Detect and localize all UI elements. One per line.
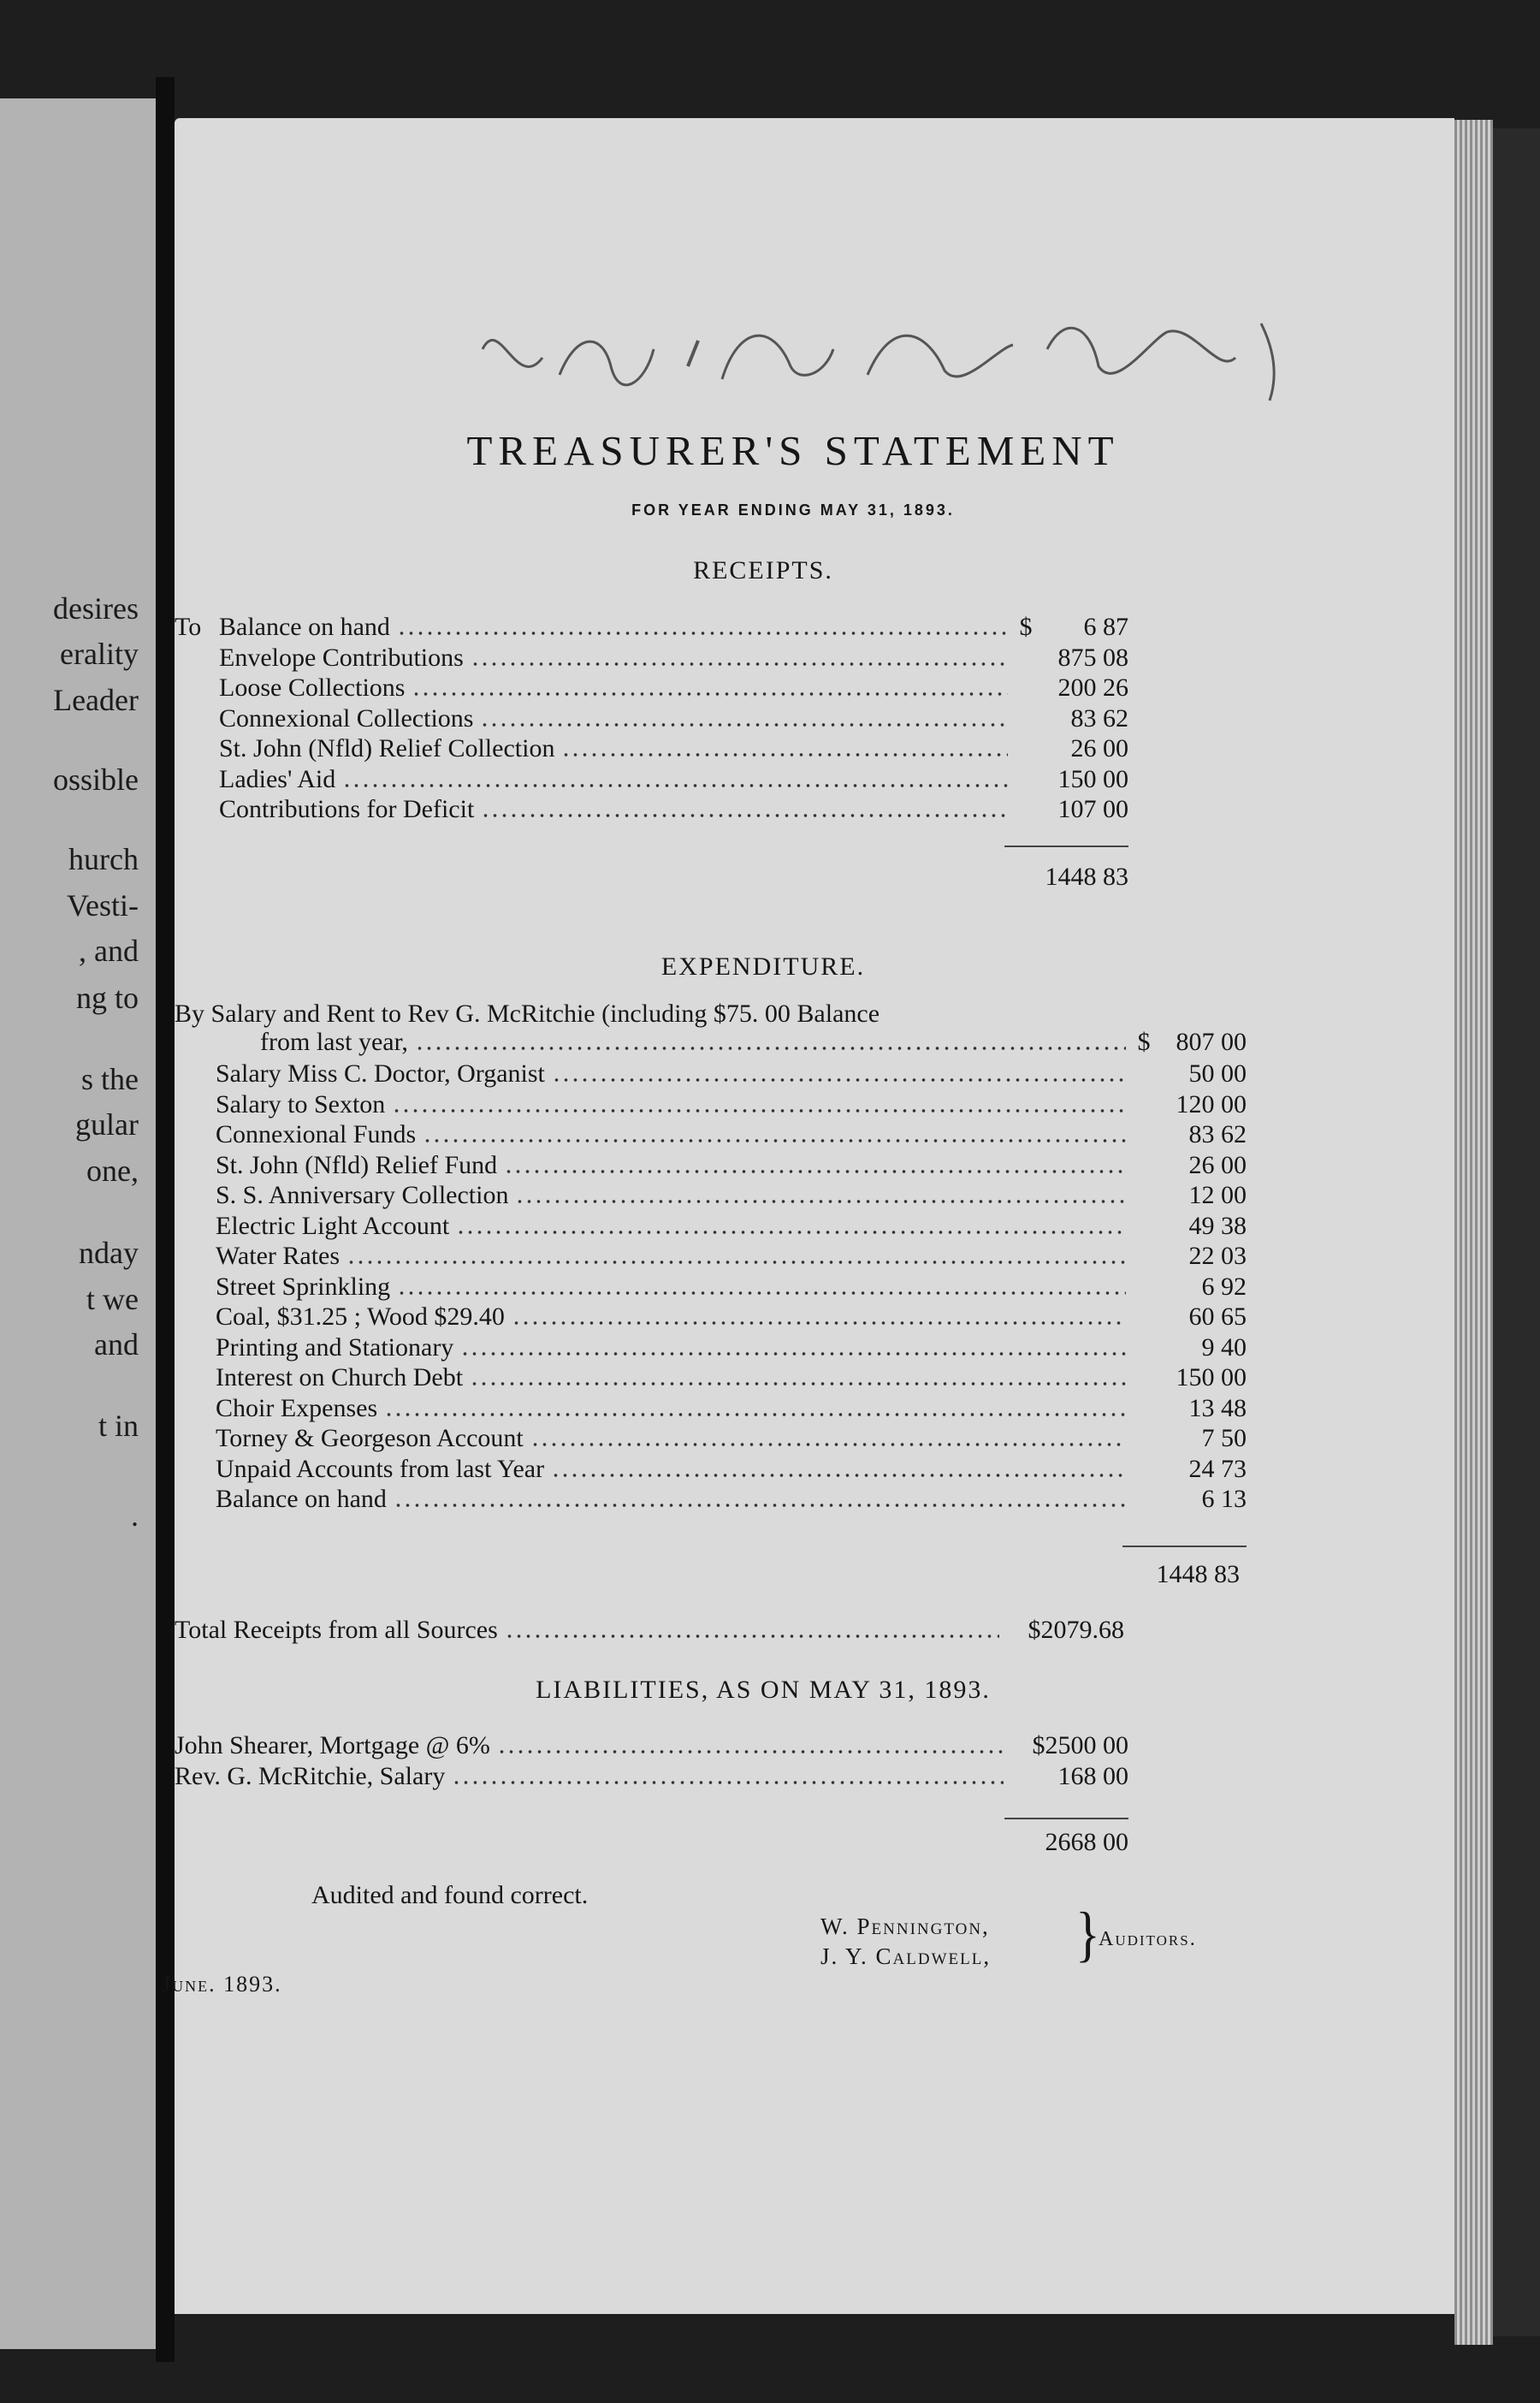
expenditure-row — [216, 1363, 1247, 1392]
left-page-fragment: ossible — [52, 762, 139, 797]
receipt-amount: 6 87 — [1083, 613, 1128, 641]
liabilities-total: 2668 00 — [1045, 1828, 1128, 1856]
expenditure-amount: 24 73 — [1188, 1454, 1247, 1483]
expenditure-amount: 9 40 — [1201, 1332, 1247, 1362]
expenditure-row — [216, 1424, 1247, 1453]
auditor-caldwell: J. Y. Caldwell, — [820, 1943, 992, 1969]
left-page-fragment: , and — [79, 934, 139, 968]
dot-leader — [551, 1472, 1126, 1479]
dot-leader — [456, 1229, 1126, 1236]
dot-leader — [480, 721, 1008, 728]
expenditure-amount: 60 65 — [1188, 1302, 1247, 1331]
dot-leader — [460, 1350, 1126, 1357]
dot-leader — [470, 1380, 1126, 1387]
liability-amount: $2500 00 — [1032, 1731, 1128, 1759]
receipt-row — [175, 795, 1128, 824]
dot-leader — [346, 1259, 1126, 1266]
expenditure-prefix: By — [175, 1000, 205, 1028]
statement-date: June. 1893. — [162, 1972, 282, 1997]
dot-leader — [497, 1748, 1004, 1755]
statement-subtitle: FOR YEAR ENDING MAY 31, 1893. — [631, 501, 955, 519]
left-page-fragment: nday — [79, 1236, 139, 1270]
dot-leader — [384, 1411, 1126, 1418]
receipt-label: St. John (Nfld) Relief Collection — [219, 734, 555, 762]
expenditure-amount: 150 00 — [1176, 1363, 1247, 1391]
receipt-label: Connexional Collections — [219, 703, 474, 733]
expenditure-label: Interest on Church Debt — [216, 1363, 464, 1391]
receipt-amount: 875 08 — [1057, 643, 1128, 672]
expenditure-label: Torney & Georgeson Account — [216, 1424, 524, 1452]
statement-title: TREASURER'S STATEMENT — [466, 427, 1120, 474]
expenditure-label: Salary Miss C. Doctor, Organist — [216, 1059, 545, 1088]
receipts-heading: RECEIPTS. — [693, 556, 833, 584]
expenditure-label: S. S. Anniversary Collection — [216, 1181, 509, 1209]
receipt-label: Loose Collections — [219, 673, 406, 702]
expenditure-row — [216, 1151, 1247, 1180]
dot-leader — [504, 1168, 1126, 1175]
left-page — [0, 98, 156, 2349]
dot-leader — [412, 691, 1008, 697]
document-page — [162, 118, 1454, 2314]
expenditure-label: Street Sprinkling — [216, 1272, 391, 1301]
left-page-fragment: desires — [53, 591, 139, 626]
expenditure-amount: 26 00 — [1188, 1150, 1247, 1179]
expenditure-label: Water Rates — [216, 1242, 341, 1270]
dot-leader — [423, 1137, 1126, 1144]
receipt-row — [175, 644, 1128, 673]
left-page-fragment: gular — [75, 1107, 139, 1142]
liability-label: Rev. G. McRitchie, Salary — [175, 1762, 446, 1790]
receipt-amount: 200 26 — [1057, 673, 1128, 702]
audited-note: Audited and found correct. — [311, 1881, 589, 1909]
expenditure-heading: EXPENDITURE. — [660, 952, 866, 981]
dot-leader — [394, 1502, 1126, 1509]
left-page-fragment: Leader — [53, 683, 139, 717]
expenditure-label: Salary to Sexton — [216, 1089, 386, 1118]
expenditure-first-line — [175, 1000, 880, 1029]
expenditure-row — [216, 1181, 1247, 1210]
dot-leader — [415, 1045, 1126, 1052]
book-gutter — [156, 77, 175, 2362]
page-edges — [1454, 120, 1493, 2345]
expenditure-row — [260, 1028, 1247, 1057]
expenditure-row — [216, 1120, 1247, 1149]
expenditure-row — [216, 1302, 1247, 1332]
liability-label: John Shearer, Mortgage @ 6% — [175, 1731, 490, 1759]
total-receipts-amount: $2079.68 — [1028, 1616, 1124, 1644]
liability-row — [175, 1762, 1128, 1791]
expenditure-row — [216, 1394, 1247, 1423]
left-page-fragment: erality — [60, 637, 139, 671]
dot-leader — [397, 1290, 1126, 1296]
receipt-row — [175, 704, 1128, 733]
liability-amount: 168 00 — [1057, 1762, 1128, 1790]
left-page-fragment: Vesti- — [67, 888, 139, 923]
receipt-amount: 150 00 — [1057, 764, 1128, 793]
expenditure-label: Connexional Funds — [216, 1120, 417, 1148]
left-page-fragment: one, — [86, 1154, 139, 1188]
receipt-row — [175, 673, 1128, 703]
receipt-amount: 83 62 — [1070, 703, 1128, 733]
receipt-prefix: To — [175, 613, 202, 641]
receipt-label: Ladies' Aid — [219, 764, 336, 793]
receipts-total-rule — [1004, 846, 1128, 847]
receipt-row — [175, 613, 1128, 642]
liability-row — [175, 1731, 1128, 1760]
expenditure-total: 1448 83 — [1156, 1560, 1240, 1588]
dot-leader — [561, 751, 1008, 758]
expenditure-row — [216, 1090, 1247, 1119]
left-page-fragment: hurch — [68, 842, 139, 876]
expenditure-amount: 807 00 — [1176, 1028, 1247, 1056]
dot-leader — [552, 1077, 1126, 1083]
liabilities-total-rule — [1004, 1818, 1128, 1819]
expenditure-first-label: Salary and Rent to Rev G. McRitchie (including $75. 00 Balance — [210, 1000, 880, 1028]
expenditure-label: St. John (Nfld) Relief Fund — [216, 1150, 498, 1179]
total-receipts-label: Total Receipts from all Sources — [175, 1616, 498, 1644]
receipt-row — [175, 734, 1128, 763]
expenditure-row — [216, 1059, 1247, 1089]
dot-leader — [530, 1441, 1126, 1448]
dot-leader — [505, 1633, 999, 1640]
expenditure-amount: 6 92 — [1201, 1272, 1247, 1301]
receipt-label: Balance on hand — [219, 613, 390, 641]
receipts-total: 1448 83 — [1045, 863, 1128, 891]
auditor-pennington: W. Pennington, — [820, 1914, 990, 1939]
expenditure-amount: 83 62 — [1188, 1120, 1247, 1148]
left-page-fragment: ng to — [75, 981, 139, 1015]
expenditure-row — [216, 1242, 1247, 1271]
expenditure-amount: 22 03 — [1188, 1242, 1247, 1270]
expenditure-label: Choir Expenses — [216, 1393, 378, 1422]
expenditure-amount: 6 13 — [1201, 1485, 1247, 1513]
expenditure-row — [216, 1212, 1247, 1241]
receipt-row — [175, 765, 1128, 794]
left-page-fragment: . — [131, 1498, 139, 1533]
expenditure-label: Printing and Stationary — [216, 1332, 454, 1362]
dot-leader — [471, 661, 1008, 668]
expenditure-amount: 13 48 — [1188, 1393, 1247, 1422]
left-page-fragment: t we — [86, 1282, 139, 1316]
book-cover-edge — [1493, 128, 1540, 2336]
auditors-brace: } — [1075, 1900, 1100, 1968]
dot-leader — [392, 1107, 1126, 1114]
total-receipts-line — [175, 1616, 1124, 1645]
expenditure-row — [216, 1333, 1247, 1362]
left-page-fragment: and — [94, 1327, 139, 1362]
currency-sign: $ — [1019, 613, 1033, 641]
expenditure-label: Balance on hand — [216, 1485, 387, 1513]
liabilities-heading: LIABILITIES, AS ON MAY 31, 1893. — [536, 1676, 991, 1704]
expenditure-amount: 49 38 — [1188, 1211, 1247, 1240]
expenditure-label: Electric Light Account — [216, 1211, 450, 1240]
expenditure-amount: 12 00 — [1188, 1181, 1247, 1209]
expenditure-amount: 50 00 — [1188, 1059, 1247, 1088]
dot-leader — [481, 812, 1008, 819]
receipt-amount: 107 00 — [1057, 795, 1128, 823]
receipt-label: Envelope Contributions — [219, 643, 464, 672]
dot-leader — [515, 1198, 1126, 1205]
expenditure-amount: 120 00 — [1176, 1089, 1247, 1118]
currency-sign: $ — [1137, 1028, 1151, 1056]
left-page-fragment: s the — [81, 1062, 139, 1096]
receipt-label: Contributions for Deficit — [219, 795, 475, 823]
dot-leader — [452, 1779, 1004, 1786]
expenditure-amount: 7 50 — [1201, 1424, 1247, 1452]
expenditure-label: from last year, — [260, 1028, 408, 1056]
expenditure-row — [216, 1273, 1247, 1302]
expenditure-row — [216, 1485, 1247, 1514]
dot-leader — [512, 1320, 1126, 1326]
expenditure-row — [216, 1455, 1247, 1484]
expenditure-label: Coal, $31.25 ; Wood $29.40 — [216, 1302, 505, 1331]
left-page-fragment: t in — [98, 1409, 139, 1443]
dot-leader — [342, 782, 1008, 789]
expenditure-total-rule — [1122, 1546, 1247, 1547]
dot-leader — [397, 630, 1008, 637]
auditors-label: Auditors. — [1099, 1928, 1197, 1950]
expenditure-label: Unpaid Accounts from last Year — [216, 1454, 545, 1483]
receipt-amount: 26 00 — [1070, 734, 1128, 762]
